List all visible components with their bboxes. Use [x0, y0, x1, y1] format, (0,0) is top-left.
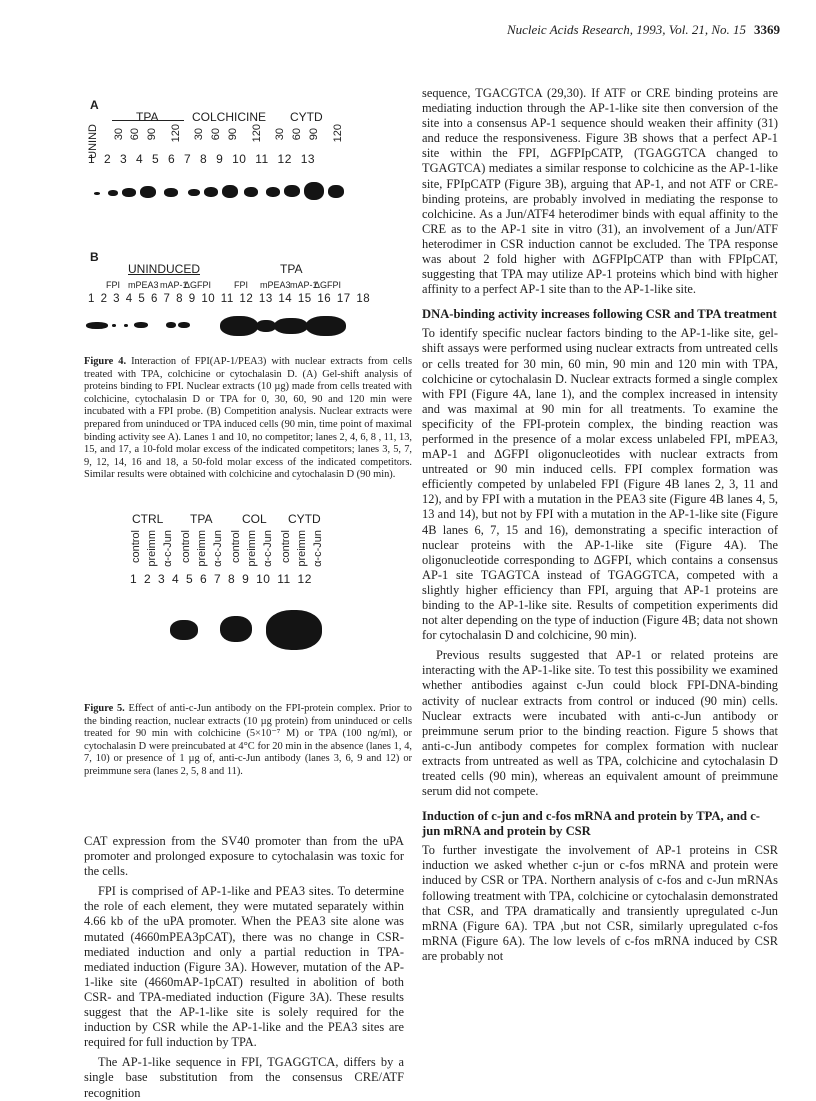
- group-label-ctrl: CTRL: [132, 512, 164, 526]
- gel-panel-b: [84, 316, 364, 338]
- right-paragraph: To identify specific nuclear factors binding to the AP-1-like site, gel-shift assays were performed using nuclear extracts from untreated cells or cells treated for 30 min, 60 min, 90 min and 120 min with TPA, colchicine or cytochalasin D. Nuclear extracts formed a single complex with FPI (Figure 4A, lane 1), and the complex increased in intensity and was maximal at 90 min for all treatments. To examine the specificity of the FPI-protein complex, the binding reaction was performed in the presence of a molar excess unlabeled FPI, mPEA3, mAP-1 and ΔGFPI oligonucleotides with nuclear extracts from untreated or 90 min induced cells. FPI complex formation was efficiently competed by unlabeled FPI (Figure 4B lanes 2, 3, 11 and 12), and by FPI with a mutation in the PEA3 site (Figure 4B lanes 4, 5, 13 and 14), but not by FPI with a mutation in the AP-1-like site (Figure 4B lanes 6, 7, 15 and 16), demonstrating a specific interaction of nuclear proteins with the AP-1-like site (Figure 4A). The oligonucleotide corresponding to ΔGFPI, which contains a consensus AP-1 site TGAGTCA instead of TGAGGTCA, competed with a slightly higher efficiency than FPI, arguing that AP-1 proteins are binding to the AP-1-like site. Results of competition experiments did not alter depending on the type of induction (Figure 4B; data not shown for cytochalasin D and colchicine, 90 min).: [422, 326, 778, 643]
- group-label-tpa-5: TPA: [190, 512, 213, 526]
- lane-label: α-c-Jun: [162, 530, 174, 567]
- lane-label: α-c-Jun: [212, 530, 224, 567]
- section-heading: DNA-binding activity increases following CSR and TPA treatment: [422, 307, 777, 322]
- time-label: 30: [193, 128, 205, 141]
- lane-label: control: [130, 530, 142, 564]
- competitor-label: ΔGFPI: [184, 280, 212, 290]
- competitor-label: mAP-1: [290, 280, 318, 290]
- panel-a-letter: A: [90, 98, 99, 112]
- competitor-label: FPI: [234, 280, 249, 290]
- time-label: UNIND: [87, 124, 99, 159]
- time-label: 30: [113, 128, 125, 141]
- lane-label: preimm: [246, 530, 258, 567]
- time-label: 60: [129, 128, 141, 141]
- gel-figure-5: [130, 610, 350, 660]
- journal-citation: Nucleic Acids Research, 1993, Vol. 21, No. 15: [506, 22, 746, 37]
- figure-5-caption-text: Effect of anti-c-Jun antibody on the FPI-protein complex. Prior to the binding reaction, nuclear extracts (10 µg protein) from uninduced or cells treated for 90 min with colchicine (5×10⁻⁷ M) or TPA (100 ng/ml), or cytochalasin D were preincubated at 4°C for 20 min in the absence (lanes 1, 4, 7, 10) or presence of 1 µg of, anti-c-Jun antibody (lanes 3, 6, 9 and 12) or preimmune sera (lanes 2, 5, 8 and 11).: [84, 703, 412, 777]
- right-paragraph: sequence, TGACGTCA (29,30). If ATF or CRE binding proteins are mediating induction through the AP-1-like site then conversion of the site into a consensus AP-1 sequence should weaken their affinity (31) and reduce the responsiveness. Figure 3B shows that a perfect AP-1 site within the FPI, ΔGFPIpCATP, (TGAGGTCA changed to TGAGTCA) mediates a similar response to colchicine as the AP-1-like site, FPIpCATP (Figure 3B), arguing that AP-1, and not ATF or CRE-binding proteins, are probably involved in mediating the response to colchicine. As a Jun/ATF4 heterodimer binds with equal affinity to the CRE as to the AP-1 site in vitro (31), an involvement of a Jun/ATF heterodimer in CSR induction cannot be excluded. The TPA response was about 2 fold higher with ΔGFPIpCATP than with FPIpCAT, suggesting that TPA may utilize AP-1 proteins which bind with higher affinity to a perfect AP-1 site than to the AP-1-like site.: [422, 86, 778, 297]
- competitor-label: ΔGFPI: [314, 280, 342, 290]
- competitor-label: FPI: [106, 280, 121, 290]
- gel-panel-a: [84, 182, 364, 206]
- competitor-label: mPEA3: [260, 280, 291, 290]
- figure-5: [130, 512, 390, 692]
- left-paragraph: FPI is comprised of AP-1-like and PEA3 sites. To determine the role of each element, they were mutated separately within 4.66 kb of the uPA promoter. When the PEA3 site alone was mutated (4660mPEA3pCAT), there was no change in CSR-mediated induction and only a partial reduction in TPA-mediated induction (Figure 3A). However, mutation of the AP-1-like site (4660mAP-1pCAT) resulted in abolition of both CSR- and TPA-mediated induction (Figure 3A). These results suggest that the AP-1-like site is solely required for the induction by CSR while the AP-1-like and the PEA3 sites are required for full induction by TPA.: [84, 884, 404, 1050]
- section-heading: Induction of c-jun and c-fos mRNA and protein by TPA, and c-jun mRNA and protein by CSR: [422, 809, 760, 839]
- group-label-cytd: CYTD: [290, 110, 323, 124]
- lane-numbers-a: 1 2 3 4 5 6 7 8 9 10 11 12 13: [88, 152, 316, 166]
- figure-4-caption-title: Figure 4.: [84, 356, 127, 367]
- right-column-text: [422, 86, 778, 964]
- figure-5-caption: [84, 703, 412, 779]
- lane-label: α-c-Jun: [312, 530, 324, 567]
- left-column-text: [84, 834, 404, 1101]
- figure-4: [84, 90, 414, 350]
- lane-label: α-c-Jun: [262, 530, 274, 567]
- lane-numbers-5: 1 2 3 4 5 6 7 8 9 10 11 12: [130, 572, 312, 586]
- figure-4-caption-text: Interaction of FPI(AP-1/PEA3) with nuclear extracts from cells treated with TPA, colchicine or cytochalasin D. (A) Gel-shift analysis of proteins binding to FPI. Nuclear extracts (10 µg) made from cells treated with colchicine, cytochalasin D or TPA for 0, 30, 60, 90 and 120 min were incubated with a FPI probe. (B) Competition analysis. Nuclear extracts were prepared from uninduced or TPA induced cells (90 min, time point of maximal binding activity see A). Lanes 1 and 10, no competitor; lanes 2, 4, 6, 8 , 11, 13, 15, and 17, a 10-fold molar excess of the indicated competitors; lanes 3, 5, 7, 9, 12, 14, 16 and 18, a 50-fold molar excess of the indicated competitors. Similar results were obtained with colchicine and cytochalasin D (90 min).: [84, 356, 412, 481]
- time-label: 30: [274, 128, 286, 141]
- group-label-col: COL: [242, 512, 267, 526]
- time-label: 120: [332, 124, 344, 143]
- group-label-colchicine: COLCHICINE: [192, 110, 267, 124]
- lane-label: control: [180, 530, 192, 564]
- group-label-tpa: TPA: [136, 110, 159, 124]
- lane-label: preimm: [146, 530, 158, 567]
- lane-label: preimm: [196, 530, 208, 567]
- lane-label: control: [280, 530, 292, 564]
- time-label: 120: [170, 124, 182, 143]
- running-header: [440, 22, 780, 38]
- time-label: 60: [291, 128, 303, 141]
- right-paragraph: To further investigate the involvement of AP-1 proteins in CSR induction we asked whether c-jun or c-fos mRNA and protein were induced by CSR or TPA. Northern analysis of c-fos and c-Jun mRNAs following treatment with TPA, colchicine or cytochalasin demonstrated that CSR, and TPA dramatically and transiently upregulated c-Jun mRNA (Figure 6A). TPA ,but not CSR, similarly upregulated c-fos mRNA (Figure 6A). The low levels of c-fos mRNA induced by CSR are probably not: [422, 843, 778, 963]
- time-label: 90: [227, 128, 239, 141]
- page-number: 3369: [754, 22, 780, 37]
- left-paragraph: The AP-1-like sequence in FPI, TGAGGTCA, differs by a single base substitution from the consensus CRE/ATF recognition: [84, 1055, 404, 1100]
- figure-5-caption-title: Figure 5.: [84, 703, 125, 714]
- group-label-tpa-b: TPA: [280, 262, 303, 276]
- lane-label: control: [230, 530, 242, 564]
- lane-label: preimm: [296, 530, 308, 567]
- time-label: 120: [251, 124, 263, 143]
- panel-b-letter: B: [90, 250, 99, 264]
- right-paragraph: Previous results suggested that AP-1 or related proteins are interacting with the AP-1-like site. To test this possibility we examined whether antibodies against c-Jun could block FPI-DNA-binding activity of nuclear extracts from control or induced (90 min) cells. Nuclear extracts were incubated with anti-c-Jun antibody or preimmune serum prior to the binding reaction. Figure 5 shows that anti-c-Jun antibody competes for complex formation with nuclear extracts from untreated as well as TPA, colchicine and cytochalasin D treated cells (90 min), whereas an equivalent amount of preimmune serum did not compete.: [422, 648, 778, 799]
- competitor-label: mAP-1: [160, 280, 188, 290]
- group-label-cytd-5: CYTD: [288, 512, 321, 526]
- time-label: 60: [210, 128, 222, 141]
- left-paragraph: CAT expression from the SV40 promoter than from the uPA promoter and prolonged exposure to cytochalasin was toxic for the cells.: [84, 834, 404, 879]
- figure-4-caption: [84, 356, 412, 482]
- time-label: 90: [146, 128, 158, 141]
- lane-numbers-b: 1 2 3 4 5 6 7 8 9 10 11 12 13 14 15 16 17 18: [88, 293, 371, 305]
- time-label: 90: [308, 128, 320, 141]
- competitor-label: mPEA3: [128, 280, 159, 290]
- group-label-uninduced: UNINDUCED: [128, 262, 200, 276]
